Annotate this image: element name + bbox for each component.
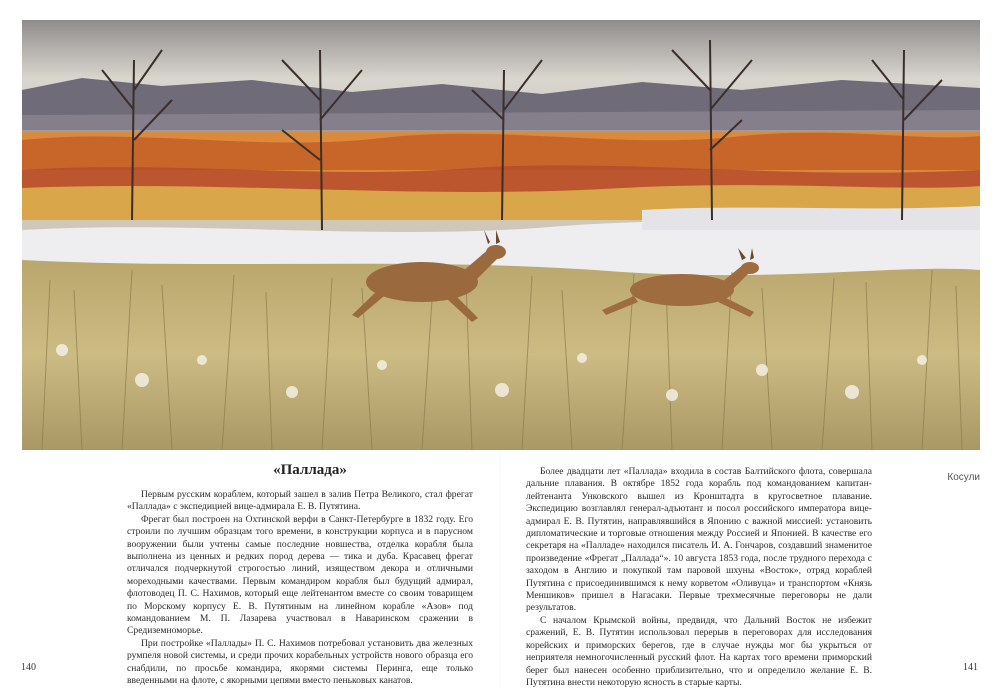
paragraph: С началом Крымской войны, предвидя, что Дальний Восток не избежит сражений, Е. В. Путятин использовал перерыв в переговорах для исследования корейских и приморских берегов, где в случае нужды мог бы укрыться от неприятеля немногочисленный русский флот. На картах того времени приморский берег был нанесен особенно приблизительно, что и определило желание Е. В. Путятина внести некоторую ясность в старые карты. bbox=[526, 614, 872, 688]
page-gutter bbox=[499, 450, 501, 688]
paragraph: Первым русским кораблем, который зашел в залив Петра Великого, стал фрегат «Паллада» с экспедицией вице-адмирала Е. В. Путятина. bbox=[127, 489, 473, 513]
left-column-text bbox=[127, 489, 473, 688]
article-title: «Паллада» bbox=[273, 462, 347, 478]
page-number-left: 140 bbox=[21, 662, 36, 673]
paragraph: Фрегат был построен на Охтинской верфи в Санкт-Петербурге в 1832 году. Его строили по лучшим образцам того времени, в конструкции корпуса и в парусном вооружении были учтены самые последние новшества, отделка корабля была выполнена из ценных и редких пород дерева — тика и дуба. Красавец фрегат отличался подчеркнутой строгостью линий, изяществом декора и отличными мореходными качествами. Первым командиром корабля был будущий адмирал, флотоводец П. С. Нахимов, который еще лейтенантом вместе со своим товарищем по Морскому корпусу Е. В. Путятиным на линейном корабле «Азов» под командованием М. П. Лазарева участвовал в Наваринском сражении в Средиземноморье. bbox=[127, 513, 473, 637]
illustration-roe-deer bbox=[22, 20, 980, 450]
meadow-grass bbox=[22, 260, 980, 450]
illustration-caption: Косули bbox=[947, 472, 980, 483]
right-column-text bbox=[526, 466, 872, 689]
paragraph: Более двадцати лет «Паллада» входила в состав Балтийского флота, совершала дальние плавания. В октябре 1852 года корабль под командованием капитан-лейтенанта Унковского вышел из Кронштадта в кругосветное плавание. Экспедицию возглавлял генерал-адъютант и посол российского императора вице-адмирал Е. В. Путятин, направлявшийся в Японию с важной миссией: установить дипломатические и торговые отношения между Россией и Японией. В качестве его секретаря на «Палладе» находился писатель И. А. Гончаров, создавший знаменитое произведение «Фрегат „Паллада“». 10 августа 1853 года, после трудного перехода с заходом в Англию и покупкой там паровой шхуны «Восток», отряд кораблей Путятина с присоединившимся к нему корветом «Оливуца» и транспортом «Князь Меншиков» пришел в Нагасаки. Первые трехмесячные переговоры не дали результатов. bbox=[526, 466, 872, 614]
page-number-right: 141 bbox=[963, 662, 978, 673]
autumn-shrubs bbox=[22, 132, 980, 220]
paragraph: При постройке «Паллады» П. С. Нахимов потребовал установить два железных румпеля новой системы, и среди прочих корабельных устройств нового образца его снабдили, по просьбе командира, якорями системы Перинга, еще только введенными на флоте, с якорными цепями вместо пеньковых канатов. bbox=[127, 637, 473, 687]
